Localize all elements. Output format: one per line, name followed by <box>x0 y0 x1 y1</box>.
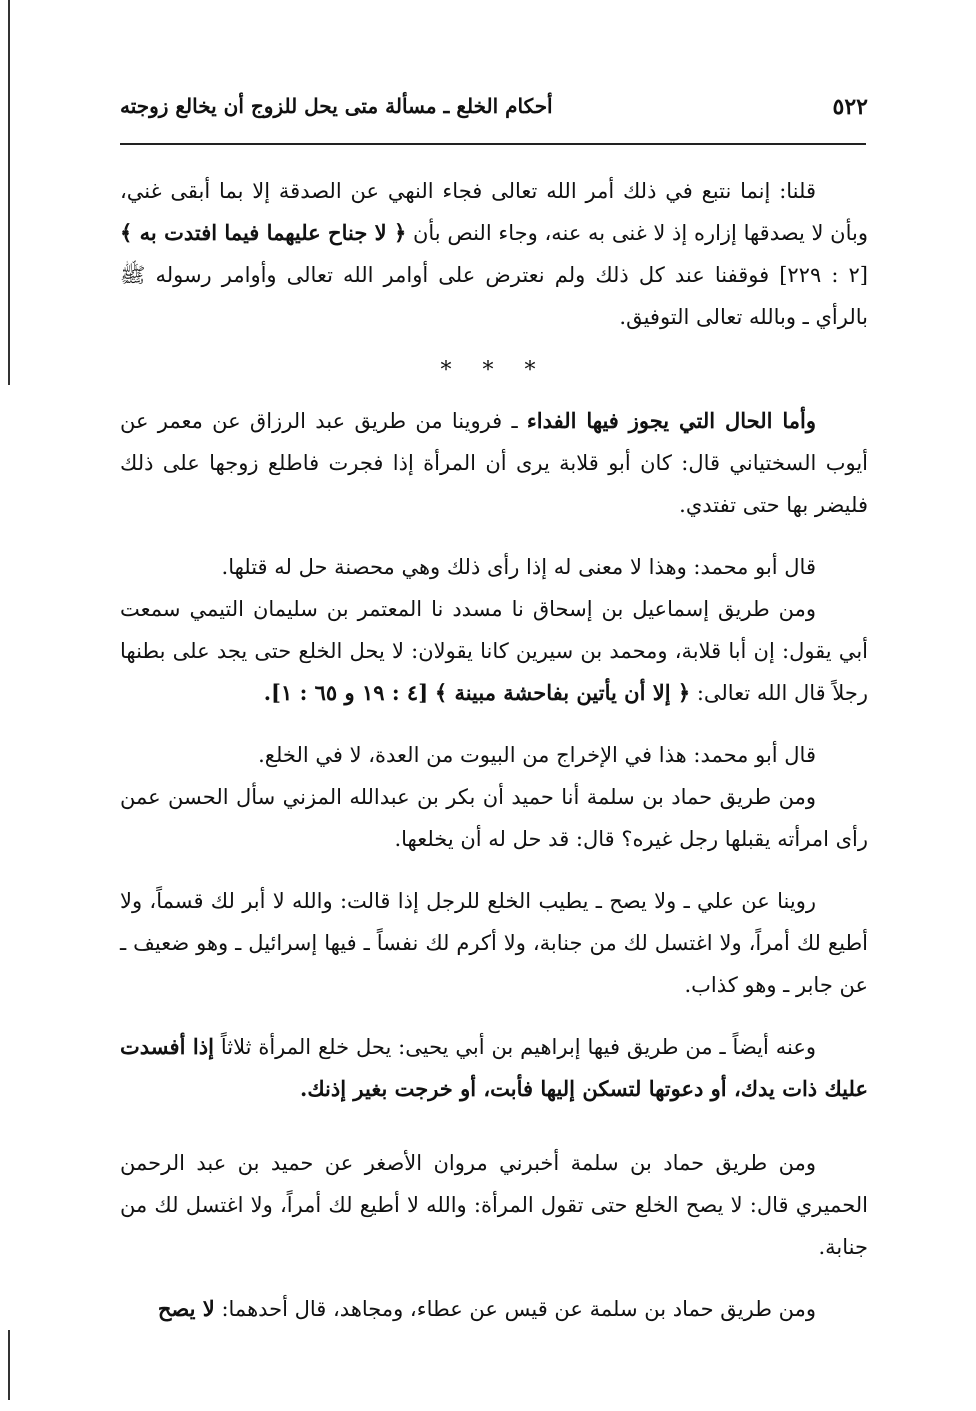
paragraph-1-text-b: [٢ : ٢٢٩] فوقفنا عند كل ذلك ولم نعترض على أوامر الله تعالى وأوامر رسوله ﷺ بالرأي ـ وبالله تعالى التوفيق. <box>120 263 868 329</box>
paragraph-2 <box>120 400 868 526</box>
paragraph-8-bold: إذا أفسدت عليك ذات يدك، أو دعوتها لتسكن إليها فأبت، أو خرجت بغير إذنك. <box>120 1034 868 1101</box>
section-separator: * * * <box>440 358 548 383</box>
page-number: ٥٢٢ <box>832 94 868 120</box>
paragraph-3: قال أبو محمد: وهذا لا معنى له إذا رأى ذلك وهي محصنة حل له قتلها. <box>221 555 816 579</box>
paragraph-4-text-b: [٤ : ١٩ و ٦٥ : ١]. <box>263 680 429 705</box>
paragraph-4 <box>120 588 868 714</box>
paragraph-8 <box>120 1026 868 1110</box>
quran-quote: ﴿ لا جناح عليهما فيما افتدت به ﴾ <box>120 220 407 245</box>
paragraph-9: ومن طريق حماد بن سلمة أخبرني مروان الأصغر عن حميد بن عبد الرحمن الحميري قال: لا يصح الخلع حتى تقول المرأة: والله لا أطيع لك أمراً، ولا اغتسل لك من جنابة. <box>120 1151 868 1259</box>
paragraph-10-text: ومن طريق حماد بن سلمة عن قيس عن عطاء، ومجاهد، قال أحدهما: <box>221 1297 816 1321</box>
quran-quote: ﴿ إلا أن يأتين بفاحشة مبينة ﴾ <box>434 680 691 705</box>
paragraph-1 <box>120 170 868 338</box>
paragraph-6: ومن طريق حماد بن سلمة أنا حميد أن بكر بن عبدالله المزني سأل الحسن عمن رأى امرأته يقبلها رجل غيره؟ قال: قد حل له أن يخلعها. <box>120 785 868 851</box>
margin-line-bottom <box>8 1330 10 1400</box>
paragraph-2-text: ـ فروينا من طريق عبد الرزاق عن معمر عن أيوب السختياني قال: كان أبو قلابة يرى أن المرأة إذا فجرت فاطلع زوجها على ذلك فليضر بها حتى تفتدي. <box>120 409 868 517</box>
paragraph-4-text-a: ومن طريق إسماعيل بن إسحاق نا مسدد نا المعتمر بن سليمان التيمي سمعت أبي يقول: إن أبا قلابة، ومحمد بن سيرين كانا يقولان: لا يحل الخلع حتى يجد على بطنها رجلاً قال الله تعالى: <box>120 597 868 705</box>
paragraph-1-text-a: قلنا: إنما نتبع في ذلك أمر الله تعالى فجاء النهي عن الصدقة إلا بما أبقى غني، وبأن لا يصدقها إزاره إذ لا غنى به عنه، وجاء النص بأن <box>120 179 868 245</box>
paragraph-5: قال أبو محمد: هذا في الإخراج من البيوت من العدة، لا في الخلع. <box>258 743 816 767</box>
page-header <box>120 94 868 140</box>
header-rule <box>120 143 866 145</box>
paragraph-7: روينا عن علي ـ ولا يصح ـ يطيب الخلع للرجل إذا قالت: والله لا أبر لك قسماً، ولا أطيع لك أمراً، ولا اغتسل لك من جنابة، ولا أكرم لك نفساً ـ فيها إسرائيل ـ وهو ضعيف ـ عن جابر ـ وهو كذاب. <box>120 889 868 997</box>
paragraph-10-bold: لا يصح <box>157 1296 215 1321</box>
running-title: أحكام الخلع ـ مسألة متى يحل للزوج أن يخالع زوجته <box>120 94 553 118</box>
section-heading: وأما الحال التي يجوز فيها الفداء <box>526 408 816 433</box>
paragraph-8-text: وعنه أيضاً ـ من طريق فيها إبراهيم بن أبي يحيى: يحل خلع المرأة ثلاثاً <box>220 1035 816 1059</box>
paragraph-10 <box>120 1288 868 1330</box>
page-body <box>120 170 868 1330</box>
margin-line-top <box>8 0 10 385</box>
